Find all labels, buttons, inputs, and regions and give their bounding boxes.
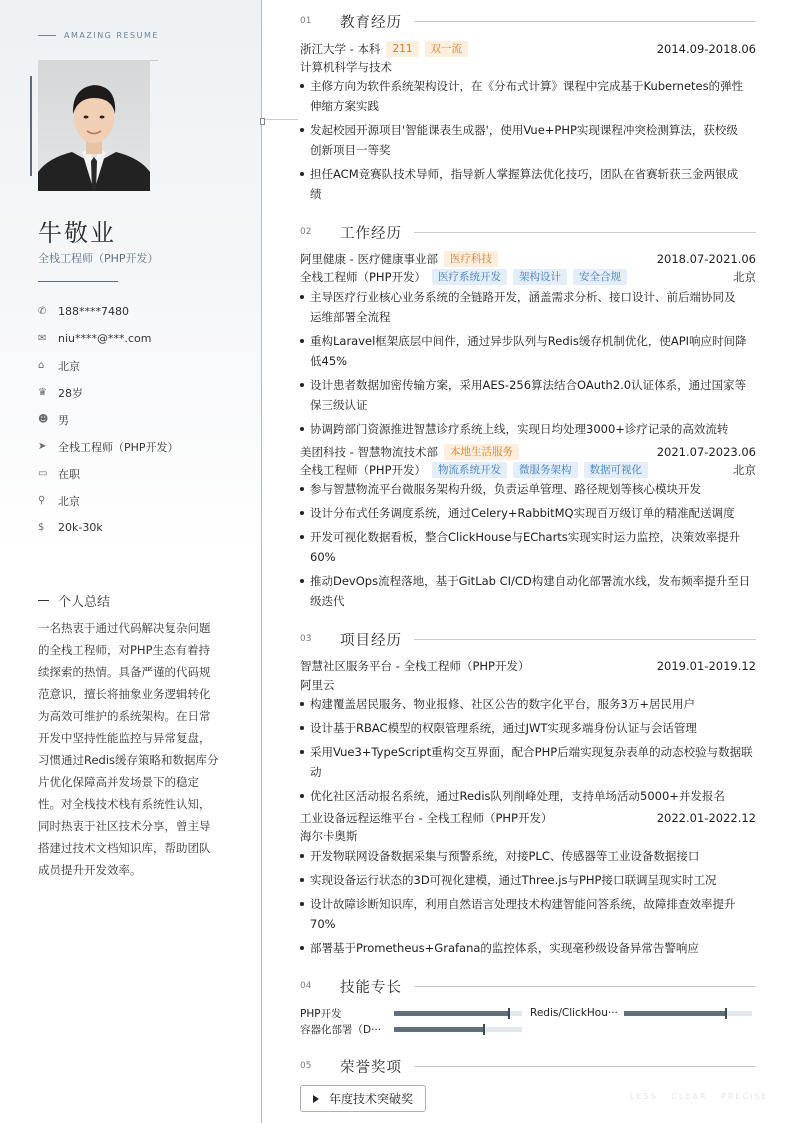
sidebar-divider [38, 281, 118, 282]
contact-item [38, 487, 179, 514]
section-rule [414, 986, 756, 987]
skill-bar [624, 1011, 752, 1016]
company-name: 阿里健康 - 医疗健康事业部 [300, 252, 438, 266]
project-date: 2019.01-2019.12 [656, 659, 756, 673]
section-title: 教育经历 [340, 14, 402, 31]
contact-item [38, 352, 179, 379]
section-title: 荣誉奖项 [340, 1059, 402, 1076]
photo-accent-line [30, 76, 32, 176]
skill-bar-knob [483, 1024, 485, 1035]
summary-heading [38, 591, 110, 610]
work-position-row [300, 461, 756, 479]
work-bullet: 推动DevOps流程落地，基于GitLab CI/CD构建自动化部署流水线，发布频率提升至日 级迭代 [300, 571, 756, 611]
work-city: 北京 [733, 270, 756, 284]
connector-line [262, 119, 298, 120]
contact-item [38, 406, 179, 433]
section-education-header [300, 11, 756, 31]
candidate-name: 牛敬业 [38, 219, 116, 247]
contact-text: 北京 [58, 359, 80, 373]
project-client: 阿里云 [300, 678, 335, 692]
industry-tag: 医疗科技 [444, 251, 498, 267]
skill-name: PHP开发 [300, 1007, 342, 1020]
section-work-header [300, 222, 756, 242]
section-projects-header [300, 629, 756, 649]
work-city: 北京 [733, 463, 756, 477]
mail-icon: ✉ [38, 333, 47, 344]
award-label: 年度技术突破奖 [329, 1092, 414, 1106]
section-title: 技能专长 [340, 979, 402, 996]
major: 计算机科学与技术 [300, 60, 392, 74]
contact-text: 20k-30k [58, 521, 103, 534]
contact-item [38, 514, 179, 541]
contact-item [38, 460, 179, 487]
education-bullet: 发起校园开源项目'智能课表生成器'，使用Vue+PHP实现课程冲突检测算法，获校级 创新项目一等奖 [300, 120, 756, 160]
contact-text: 188****7480 [58, 305, 129, 318]
contact-item [38, 433, 179, 460]
project-client-row [300, 827, 756, 845]
section-number: 03 [300, 634, 312, 644]
skill-bar-knob [725, 1008, 727, 1019]
contact-text: 28岁 [58, 386, 83, 400]
project-bullet: 设计故障诊断知识库，利用自然语言处理技术构建智能问答系统，故障排查效率提升 70% [300, 894, 756, 934]
cake-icon: ♛ [38, 387, 47, 398]
section-rule [414, 1066, 756, 1067]
skill-tag: 架构设计 [513, 269, 567, 285]
work-bullet: 协调跨部门资源推进智慧诊疗系统上线，实现日均处理3000+诊疗记录的高效流转 [300, 419, 756, 439]
work-date: 2021.07-2023.06 [656, 445, 756, 459]
position: 全栈工程师（PHP开发） [300, 270, 427, 284]
school-tag: 双一流 [425, 41, 469, 57]
project-client-row [300, 676, 756, 694]
summary-text: 一名热衷于通过代码解决复杂问题的全栈工程师，对PHP生态有着持续探索的热情。具备严谨的代码规范意识，擅长将抽象业务逻辑转化为高效可维护的系统架构。在日常开发中坚持性能监控与异常复盘，习惯通过Redis缓存策略和数据库分片优化保障高并发场景下的稳定性。对全栈技术栈有系统性认知，同时热衷于社区技术分享，曾主导搭建过技术文档知识库，帮助团队成员提升开发效率。 [38, 621, 219, 877]
industry-tag: 本地生活服务 [444, 444, 519, 460]
play-triangle-icon [313, 1095, 319, 1103]
project-bullet: 实现设备运行状态的3D可视化建模，通过Three.js与PHP接口联调呈现实时工况 [300, 870, 756, 890]
footer-watermark: LESS · CLEAR · PRECISE [630, 1092, 769, 1101]
work-bullet: 设计分布式任务调度系统，通过Celery+RabbitMQ实现百万级订单的精准配送调度 [300, 503, 756, 523]
work-position-row [300, 268, 756, 286]
company-name: 美团科技 - 智慧物流技术部 [300, 445, 438, 459]
skill-bar [394, 1011, 522, 1016]
project-bullet: 构建覆盖居民服务、物业报修、社区公告的数字化平台，服务3万+居民用户 [300, 694, 756, 714]
project-bullet: 部署基于Prometheus+Grafana的监控体系，实现毫秒级设备异常告警响应 [300, 938, 756, 958]
user-icon: ☻ [38, 414, 49, 425]
sidebar [0, 0, 262, 1123]
education-header-row [300, 40, 756, 58]
profile-photo [38, 60, 150, 191]
home-icon: ⌂ [38, 360, 45, 371]
skill-tag: 微服务架构 [513, 462, 578, 478]
project-date: 2022.01-2022.12 [656, 811, 756, 825]
candidate-role: 全栈工程师（PHP开发） [38, 252, 159, 265]
section-number: 05 [300, 1061, 312, 1071]
contact-text: 男 [58, 413, 69, 427]
section-number: 02 [300, 227, 312, 237]
project-client: 海尔卡奥斯 [300, 829, 358, 843]
skill-name: Redis/ClickHou··· [530, 1007, 618, 1019]
work-bullet: 设计患者数据加密传输方案，采用AES-256算法结合OAuth2.0认证体系，通过国家等 保三级认证 [300, 375, 756, 415]
contact-item [38, 379, 179, 406]
project-bullet: 采用Vue3+TypeScript重构交互界面，配合PHP后端实现复杂表单的动态校验与数据联 动 [300, 742, 756, 782]
briefcase-icon: ▭ [38, 468, 48, 479]
work-bullet: 主导医疗行业核心业务系统的全链路开发，涵盖需求分析、接口设计、前后端协同及 运维部署全流程 [300, 287, 756, 327]
work-bullet: 重构Laravel框架底层中间件，通过异步队列与Redis缓存机制优化，使API响应时间降 低45% [300, 331, 756, 371]
contact-item [38, 325, 179, 352]
section-title: 项目经历 [340, 632, 402, 649]
skill-tag: 物流系统开发 [432, 462, 507, 478]
skill-bar-knob [508, 1008, 510, 1019]
education-bullet: 主修方向为软件系统架构设计，在《分布式计算》课程中完成基于Kubernetes的弹性 伸缩方案实践 [300, 76, 756, 116]
send-icon: ➤ [38, 441, 47, 452]
education-bullet: 担任ACM竞赛队技术导师，指导新人掌握算法优化技巧，团队在省赛斩获三金两银成 绩 [300, 164, 756, 204]
skill-tag: 数据可视化 [584, 462, 649, 478]
section-rule [414, 21, 756, 22]
skill-bar-fill [394, 1011, 509, 1016]
contact-text: 北京 [58, 494, 80, 508]
brand [38, 31, 159, 40]
money-icon: $ [38, 522, 45, 533]
skill-bar-fill [394, 1027, 484, 1032]
skill-item [300, 1005, 522, 1021]
work-header-row [300, 250, 756, 268]
section-number: 04 [300, 981, 312, 991]
work-date: 2018.07-2021.06 [656, 252, 756, 266]
skill-item [300, 1021, 522, 1037]
location-icon: ⚲ [38, 495, 46, 506]
skill-item [530, 1005, 752, 1021]
skill-tag: 安全合规 [573, 269, 627, 285]
connector-marker [260, 118, 265, 125]
skill-tag: 医疗系统开发 [432, 269, 507, 285]
project-header-row [300, 657, 756, 675]
skill-bar-fill [624, 1011, 726, 1016]
project-bullet: 设计基于RBAC模型的权限管理系统，通过JWT实现多端身份认证与会话管理 [300, 718, 756, 738]
contact-text: niu****@***.com [58, 332, 152, 345]
project-header-row [300, 809, 756, 827]
summary-title: 个人总结 [58, 595, 111, 610]
phone-icon: ✆ [38, 306, 47, 317]
education-date: 2014.09-2018.06 [656, 42, 756, 56]
school-name: 浙江大学 - 本科 [300, 42, 381, 56]
section-title: 工作经历 [340, 225, 402, 242]
education-major-row [300, 58, 756, 76]
award-toggle-button[interactable] [300, 1085, 426, 1112]
brand-text: AMAZING RESUME [64, 31, 159, 40]
work-bullet: 参与智慧物流平台微服务架构升级，负责运单管理、路径规划等核心模块开发 [300, 479, 756, 499]
section-rule [414, 232, 756, 233]
section-rule [414, 639, 756, 640]
position: 全栈工程师（PHP开发） [300, 463, 427, 477]
skill-name: 容器化部署（D··· [300, 1023, 382, 1036]
project-title: 工业设备远程运维平台 - 全栈工程师（PHP开发） [300, 811, 553, 825]
work-header-row [300, 443, 756, 461]
work-bullet: 开发可视化数据看板，整合ClickHouse与ECharts实现实时运力监控，决策效率提升 60% [300, 527, 756, 567]
contact-text: 在职 [58, 467, 80, 481]
section-number: 01 [300, 16, 312, 26]
skill-bar [394, 1027, 522, 1032]
contact-text: 全栈工程师（PHP开发） [58, 440, 179, 454]
section-honors-header [300, 1056, 756, 1076]
section-skills-header [300, 976, 756, 996]
project-bullet: 优化社区活动报名系统，通过Redis队列削峰处理，支持单场活动5000+并发报名 [300, 786, 756, 806]
contact-item [38, 298, 179, 325]
project-title: 智慧社区服务平台 - 全栈工程师（PHP开发） [300, 659, 530, 673]
school-tag: 211 [386, 41, 418, 57]
contact-list [38, 298, 179, 541]
project-bullet: 开发物联网设备数据采集与预警系统，对接PLC、传感器等工业设备数据接口 [300, 846, 756, 866]
